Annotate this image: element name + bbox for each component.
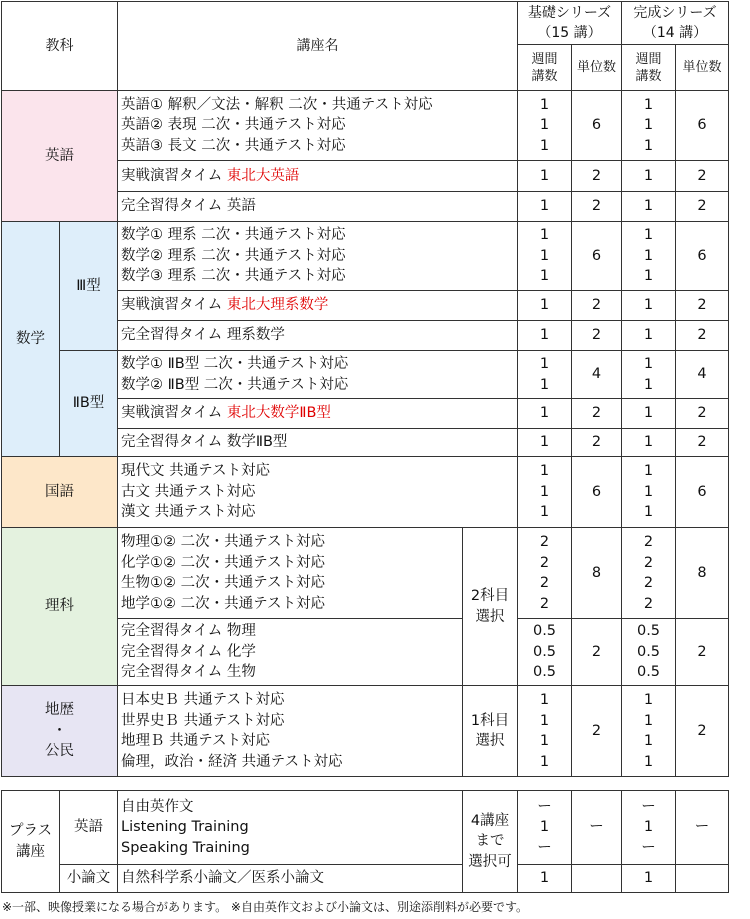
plus-english-basic-units: ー — [572, 791, 622, 865]
header-subject: 教科 — [2, 2, 118, 91]
math-type2b-complete-weekly: 1 1 — [622, 351, 676, 399]
math-type2b-basic-weekly: 1 1 — [518, 351, 572, 399]
plus-english-complete-weekly: ー 1 ー — [622, 791, 676, 865]
science-mastery-basic-units: 2 — [572, 619, 622, 686]
math-type3-mastery-cu: 2 — [676, 321, 729, 351]
math-type2b-practice-bw: 1 — [518, 399, 572, 429]
english-complete-units: 6 — [676, 91, 729, 161]
math-type3-practice-bu: 2 — [572, 291, 622, 321]
subject-japanese: 国語 — [2, 457, 118, 528]
english-practice-bw: 1 — [518, 161, 572, 192]
english-basic-weekly: 1 1 1 — [518, 91, 572, 161]
science-complete-units: 8 — [676, 528, 729, 619]
japanese-complete-weekly: 1 1 1 — [622, 457, 676, 528]
plus-english-course-list: 自由英作文 Listening Training Speaking Training — [118, 791, 463, 865]
math-type2b-complete-units: 4 — [676, 351, 729, 399]
header-basic-units: 単位数 — [572, 45, 622, 91]
japanese-basic-units: 6 — [572, 457, 622, 528]
english-practice-bu: 2 — [572, 161, 622, 192]
plus-selection-note: 4講座 まで 選択可 — [463, 791, 518, 893]
math-type2b-mastery-cw: 1 — [622, 429, 676, 457]
header-course-name: 講座名 — [118, 2, 518, 91]
course-table — [1, 1, 729, 777]
subject-math: 数学 — [2, 222, 60, 457]
social-basic-units: 2 — [572, 686, 622, 777]
math-type2b-practice-course: 実戦演習タイム 東北大数学ⅡB型 — [118, 399, 518, 429]
plus-essay-course: 自然科学系小論文／医系小論文 — [118, 865, 463, 893]
math-type2b-mastery-bw: 1 — [518, 429, 572, 457]
english-mastery-bu: 2 — [572, 192, 622, 222]
math-type3-mastery-bw: 1 — [518, 321, 572, 351]
header-complete-units: 単位数 — [676, 45, 729, 91]
science-course-list: 物理①② 二次・共通テスト対応 化学①② 二次・共通テスト対応 生物①② 二次・共通テスト対応 地学①② 二次・共通テスト対応 — [118, 528, 463, 619]
plus-course-table — [1, 790, 729, 893]
plus-course-label: プラス 講座 — [2, 791, 60, 893]
science-selection-note: 2科目 選択 — [463, 528, 518, 686]
social-selection-note: 1科目 選択 — [463, 686, 518, 777]
social-course-list: 日本史Ｂ 共通テスト対応 世界史Ｂ 共通テスト対応 地理Ｂ 共通テスト対応 倫理，政治・経済 共通テスト対応 — [118, 686, 463, 777]
english-course-list: 英語① 解釈／文法・解釈 二次・共通テスト対応 英語② 表現 二次・共通テスト対応 英語③ 長文 二次・共通テスト対応 — [118, 91, 518, 161]
plus-english-complete-units: ー — [676, 791, 729, 865]
math-type3-practice-course: 実戦演習タイム 東北大理系数学 — [118, 291, 518, 321]
math-type3-basic-units: 6 — [572, 222, 622, 291]
subject-science: 理科 — [2, 528, 118, 686]
math-type3-mastery-cw: 1 — [622, 321, 676, 351]
plus-essay-basic-units — [572, 865, 622, 893]
social-basic-weekly: 1 1 1 1 — [518, 686, 572, 777]
plus-essay-basic-weekly: 1 — [518, 865, 572, 893]
math-type3-practice-cw: 1 — [622, 291, 676, 321]
japanese-complete-units: 6 — [676, 457, 729, 528]
math-type3-course-list: 数学① 理系 二次・共通テスト対応 数学② 理系 二次・共通テスト対応 数学③ 理系 二次・共通テスト対応 — [118, 222, 518, 291]
science-complete-weekly: 2 2 2 2 — [622, 528, 676, 619]
plus-essay-complete-units — [676, 865, 729, 893]
math-type2b-label: ⅡB型 — [60, 351, 118, 457]
math-type2b-course-list: 数学① ⅡB型 二次・共通テスト対応 数学② ⅡB型 二次・共通テスト対応 — [118, 351, 518, 399]
math-type3-practice-bw: 1 — [518, 291, 572, 321]
english-mastery-course: 完全習得タイム 英語 — [118, 192, 518, 222]
math-type2b-mastery-cu: 2 — [676, 429, 729, 457]
social-complete-weekly: 1 1 1 1 — [622, 686, 676, 777]
math-type3-complete-units: 6 — [676, 222, 729, 291]
science-mastery-basic-weekly: 0.5 0.5 0.5 — [518, 619, 572, 686]
math-type3-basic-weekly: 1 1 1 — [518, 222, 572, 291]
math-type2b-mastery-course: 完全習得タイム 数学ⅡB型 — [118, 429, 518, 457]
header-complete-weekly: 週間 講数 — [622, 45, 676, 91]
science-mastery-complete-units: 2 — [676, 619, 729, 686]
plus-essay-complete-weekly: 1 — [622, 865, 676, 893]
science-mastery-list: 完全習得タイム 物理 完全習得タイム 化学 完全習得タイム 生物 — [118, 619, 463, 686]
math-type2b-practice-bu: 2 — [572, 399, 622, 429]
header-basic-weekly: 週間 講数 — [518, 45, 572, 91]
math-type2b-basic-units: 4 — [572, 351, 622, 399]
science-mastery-complete-weekly: 0.5 0.5 0.5 — [622, 619, 676, 686]
math-type2b-practice-cu: 2 — [676, 399, 729, 429]
science-basic-weekly: 2 2 2 2 — [518, 528, 572, 619]
math-type3-mastery-course: 完全習得タイム 理系数学 — [118, 321, 518, 351]
math-type3-complete-weekly: 1 1 1 — [622, 222, 676, 291]
footnote: ※一部、映像授業になる場合があります。 ※自由英作文および小論文は、別途添削料が必要です。 — [2, 900, 529, 914]
plus-english-label: 英語 — [60, 791, 118, 865]
english-practice-cw: 1 — [622, 161, 676, 192]
english-complete-weekly: 1 1 1 — [622, 91, 676, 161]
math-type3-practice-cu: 2 — [676, 291, 729, 321]
english-mastery-cw: 1 — [622, 192, 676, 222]
math-type3-mastery-bu: 2 — [572, 321, 622, 351]
english-mastery-cu: 2 — [676, 192, 729, 222]
social-complete-units: 2 — [676, 686, 729, 777]
japanese-course-list: 現代文 共通テスト対応 古文 共通テスト対応 漢文 共通テスト対応 — [118, 457, 518, 528]
english-practice-course: 実戦演習タイム 東北大英語 — [118, 161, 518, 192]
subject-english: 英語 — [2, 91, 118, 222]
math-type2b-practice-cw: 1 — [622, 399, 676, 429]
science-basic-units: 8 — [572, 528, 622, 619]
header-basic-series: 基礎シリーズ （15 講） — [518, 2, 622, 45]
plus-english-basic-weekly: ー 1 ー — [518, 791, 572, 865]
japanese-basic-weekly: 1 1 1 — [518, 457, 572, 528]
header-complete-series: 完成シリーズ （14 講） — [622, 2, 729, 45]
english-mastery-bw: 1 — [518, 192, 572, 222]
math-type3-label: Ⅲ型 — [60, 222, 118, 351]
subject-social-studies: 地歴 ・ 公民 — [2, 686, 118, 777]
math-type2b-mastery-bu: 2 — [572, 429, 622, 457]
english-practice-cu: 2 — [676, 161, 729, 192]
plus-essay-label: 小論文 — [60, 865, 118, 893]
english-basic-units: 6 — [572, 91, 622, 161]
